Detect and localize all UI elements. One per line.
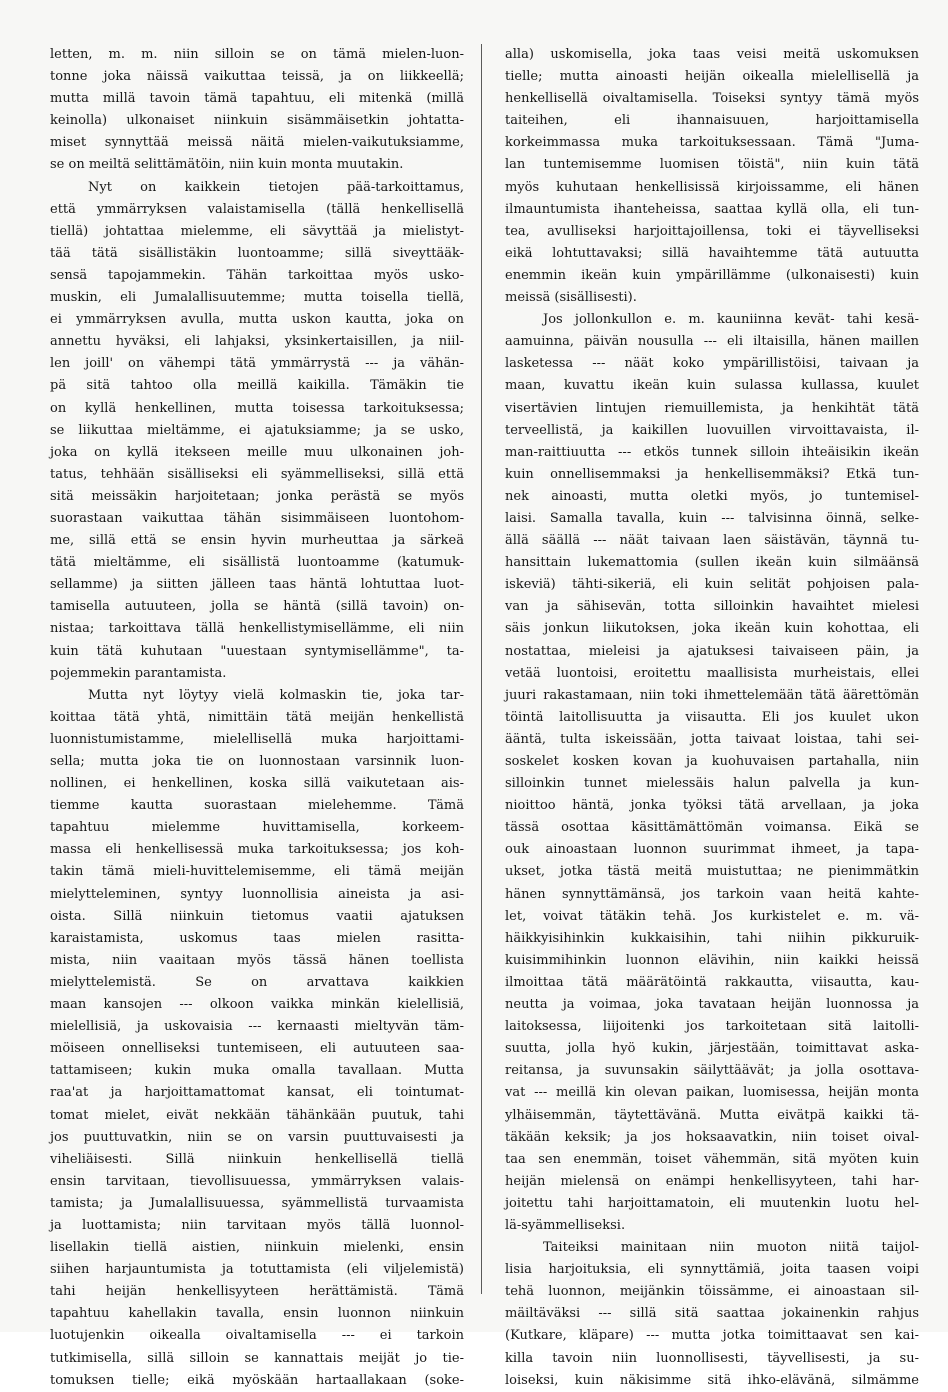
text-line: alla) uskomisella, joka taas veisi meitä uskomuksen bbox=[505, 47, 919, 62]
text-line: mielellisiä, ja uskovaisia --- kernaasti mieltyvän täm- bbox=[50, 1019, 464, 1035]
text-line: tiemme kautta suorastaan mielehemme. Tämä bbox=[50, 798, 464, 814]
text-line: laisi. Samalla tavalla, kuin --- talvisinna öinnä, selke- bbox=[505, 510, 919, 526]
text-line: keinolla) ulkonaiset niinkuin sisämmäisetkin johtatta- bbox=[50, 113, 464, 129]
text-line: tässä osottaa käsittämättömän voimansa. Eikä se bbox=[505, 820, 919, 836]
text-line: loiseksi, kuin näkisimme sitä ihko-elävänä, silmämme bbox=[505, 1372, 919, 1388]
text-line: terveellistä, ja kaikillen luovuillen virvoittavaista, il- bbox=[505, 422, 919, 438]
text-line: pojemmekin parantamista. bbox=[50, 665, 227, 681]
text-line: säis jonkun liikutoksen, joka ikeän kuin kohottaa, eli bbox=[505, 621, 919, 637]
text-line: ukset, jotka tästä meitä muistuttaa; ne pienimmätkin bbox=[505, 864, 919, 880]
text-line: aamuinna, päivän nousulla --- eli iltaisilla, hänen maillen bbox=[505, 334, 919, 350]
text-line: takin tämä mieli-huvittelemisemme, eli tämä meijän bbox=[50, 864, 464, 880]
text-line: maan, kuvattu ikeän kuin sulassa kullassa, kuulet bbox=[505, 378, 919, 394]
text-line: Mutta nyt löytyy vielä kolmaskin tie, joka tar- bbox=[88, 687, 464, 703]
text-line: että ymmärryksen valaistamisella (tällä henkellisellä bbox=[50, 201, 464, 217]
text-line: ei ymmärryksen avulla, mutta uskon kautta, joka on bbox=[50, 312, 464, 328]
text-line: van ja sähisevän, totta silloinkin havaihtet mielesi bbox=[505, 599, 919, 615]
text-line: tapahtuu kahellakin tavalla, ensin luonnon niinkuin bbox=[50, 1306, 464, 1322]
text-line: man-raittiuutta --- etkös tunnek silloin ihteäisikin ikeän bbox=[505, 444, 919, 460]
text-line: se liikuttaa mieltämme, ei ajatuksiamme; ja se usko, bbox=[50, 422, 464, 438]
text-line: ääntä, tulta iskeissään, jotta taivaat loistaa, tahi sei- bbox=[505, 731, 919, 747]
text-line: myös kuhutaan henkellisissä kirjoissamme, eli hänen bbox=[505, 179, 919, 195]
text-line: ilmauntumista ihanteheissa, saattaa kyllä olla, eli tun- bbox=[505, 201, 919, 217]
text-line: kuin onnellisemmaksi ja henkellisemmäksi? Etkä tun- bbox=[505, 466, 919, 482]
text-line: lisellakin tiellä aistien, niinkuin mielenki, ensin bbox=[50, 1240, 464, 1256]
text-line: tattamiseen; kukin muka omalla tavallaan. Mutta bbox=[50, 1063, 464, 1079]
text-line: eikä lohtuttavaksi; sillä havaihtemme tätä autuutta bbox=[505, 245, 919, 261]
text-line: raa'at ja harjoittamattomat kansat, eli tointumat- bbox=[50, 1085, 464, 1101]
text-line: taa sen enemmän, toiset vähemmän, sitä myöten kuin bbox=[505, 1151, 919, 1167]
text-line: sella; mutta joka tie on luonnostaan varsinnik luon- bbox=[50, 754, 464, 769]
text-line: vat --- meillä kin olevan paikan, luomisessa, heijän monta bbox=[505, 1085, 919, 1101]
text-line: iskeviä) tähti-sikeriä, eli kuin selität pohjoisen pala- bbox=[505, 577, 919, 593]
text-line: täkään keksik; ja jos hoksaavatkin, niin toiset oival- bbox=[505, 1129, 919, 1145]
text-line: nostattaa, mieleisi ja ajatuksesi taivaiseen päin, ja bbox=[505, 643, 919, 659]
text-line: möiseen onnelliseksi tuntemiseen, eli autuuteen saa- bbox=[50, 1041, 464, 1057]
text-line: nek ainoasti, mutta oletki myös, jo tuntemisel- bbox=[505, 488, 919, 504]
text-line: korkeimmassa muka tarkoituksessaan. Tämä "Juma- bbox=[505, 135, 919, 151]
text-line: hansittain lukemattomia (sullen ikeän kuin silmäänsä bbox=[505, 555, 919, 571]
text-line: nioittoo häntä, jonka työksi tätä arvellaan, ja joka bbox=[505, 798, 919, 814]
text-line: len joill' on vähempi tätä ymmärrystä --- ja vähän- bbox=[50, 356, 464, 372]
text-line: maan kansojen --- olkoon vaikka minkän kielellisiä, bbox=[50, 997, 464, 1013]
text-line: siihen harjauntumista ja totuttamista (eli viljelemistä) bbox=[50, 1262, 464, 1278]
text-line: heijän mielensä on enämpi henkellisyyteen, tahi har- bbox=[505, 1173, 919, 1189]
text-line: tahi heijän henkellisyyteen herättämistä. Tämä bbox=[50, 1284, 464, 1300]
text-line: laitoksessa, liijoitenki jos tarkoitetaan sitä laitolli- bbox=[505, 1019, 919, 1035]
text-line: tomuksen tielle; eikä myöskään hartaallakaan (soke- bbox=[50, 1372, 464, 1388]
text-line: suorastaan vaikuttaa tähän sisimmäiseen luontohom- bbox=[50, 510, 464, 526]
text-line: Taiteiksi mainitaan niin muoton niitä taijol- bbox=[543, 1240, 919, 1256]
column-divider bbox=[481, 44, 482, 1294]
text-line: pä sitä tahtoo olla meillä kaikilla. Tämäkin tie bbox=[50, 378, 464, 394]
text-line: kuin tätä kuhutaan "uuestaan syntymisellämme", ta- bbox=[50, 643, 464, 659]
text-line: massa eli henkellisessä muka tarkoituksessa; jos koh- bbox=[50, 842, 464, 858]
text-line: juuri rakastamaan, niin toki ihmettelemään tätä äärettömän bbox=[505, 687, 919, 703]
text-line: viheliäisesti. Sillä niinkuin henkellisellä tiellä bbox=[50, 1151, 464, 1167]
text-line: oista. Sillä niinkuin tietomus vaatii ajatuksen bbox=[50, 908, 464, 924]
text-line: lan tuntemisemme luomisen töistä", niin kuin tätä bbox=[505, 157, 919, 173]
left-text-column bbox=[50, 44, 464, 1392]
text-line: miset synnyttää meissä näitä mielen-vaikutuksiamme, bbox=[50, 135, 464, 151]
text-line: ällä säällä --- näät taivaan laen säistävän, täynnä tu- bbox=[505, 533, 919, 549]
text-line: vetää luontoisi, eroitettu maallisista murheistais, ellei bbox=[505, 665, 919, 681]
text-line: neutta ja voimaa, joka tavataan heijän luonnossa ja bbox=[505, 997, 919, 1013]
text-line: soskelet kosken kovan ja kuohuvaisen partahalla, niin bbox=[505, 754, 919, 769]
text-line: let, voivat tätäkin tehä. Jos kurkistelet e. m. vä- bbox=[505, 908, 919, 924]
text-line: annettu hyväksi, eli lahjaksi, yksinkertaisillen, ja niil- bbox=[50, 334, 464, 350]
text-line: hänen synnyttämänsä, jos tarkoin vaan heitä kahte- bbox=[505, 886, 919, 902]
text-line: tamisella autuuteen, jolla se häntä (sillä tavoin) on- bbox=[50, 599, 464, 615]
text-line: visertävien lintujen riemuillemista, ja henkihtät tätä bbox=[505, 400, 919, 416]
text-line: luotujenkin oikealla oivaltamisella --- ei tarkoin bbox=[50, 1328, 464, 1344]
text-line: lisia harjoituksia, eli synnyttämiä, joita taasen voipi bbox=[505, 1262, 919, 1278]
text-line: mutta millä tavoin tämä tapahtuu, eli mitenkä (millä bbox=[50, 91, 464, 107]
text-line: nistaa; tarkoittava tällä henkellistymisellämme, eli niin bbox=[50, 621, 464, 637]
text-line: tonne joka näissä vaikuttaa teissä, ja on liikkeellä; bbox=[50, 69, 464, 85]
text-line: on kyllä henkellinen, mutta toisessa tarkoituksessa; bbox=[50, 400, 464, 416]
text-line: joka on kyllä itekseen meille muu ulkonainen joh- bbox=[50, 444, 464, 460]
text-line: suutta, jolla hyö kukin, järjestään, toimittavat aska- bbox=[505, 1041, 919, 1057]
text-line: reitansa, ja suvunsakin säilyttäävät; ja jolla osottava- bbox=[505, 1063, 919, 1079]
right-text-column bbox=[505, 44, 919, 1392]
text-line: ouk ainoastaan luonnon suurimmat ihmeet, ja tapa- bbox=[505, 842, 919, 858]
text-line: töintä laitollisuutta ja viisautta. Eli jos kuulet ukon bbox=[505, 709, 919, 725]
text-line: mielytteleminen, syntyy luonnollisia aineista ja asi- bbox=[50, 886, 464, 902]
text-line: joitettu tahi harjoittamatoin, eli muutenkin luotu hel- bbox=[505, 1195, 919, 1211]
text-line: henkellisellä oivaltamisella. Toiseksi syntyy tämä myös bbox=[505, 91, 919, 107]
text-line: tatus, tehhään sisälliseksi eli syämmelliseksi, sillä että bbox=[50, 466, 464, 482]
text-line: se on meiltä selittämätöin, niin kuin monta muutakin. bbox=[50, 157, 404, 173]
text-line: tamista; ja Jumalallisuuessa, syämmellistä turvaamista bbox=[50, 1195, 464, 1211]
text-line: tää tätä sisällistäkin luontoamme; sillä siveyttääk- bbox=[50, 245, 464, 261]
text-line: ilmoittaa tätä määrätöintä rakkautta, viisautta, kau- bbox=[505, 974, 919, 990]
text-line: sensä tapojammekin. Tähän tarkoittaa myös usko- bbox=[50, 267, 464, 283]
text-line: tehä luonnon, meijänkin töissämme, ei ainoastaan sil- bbox=[505, 1284, 919, 1300]
text-line: lä-syämmelliseksi. bbox=[505, 1217, 626, 1233]
text-line: tielle; mutta ainoasti heijän oikealla mielellisellä ja bbox=[505, 69, 919, 85]
text-line: me, sillä että se ensin hyvin murheuttaa ja särkeä bbox=[50, 533, 464, 549]
text-line: sitä meissäkin harjoitetaan; jonka perästä se myös bbox=[50, 488, 464, 504]
text-line: mista, niin vaaitaan myös tässä hänen toellista bbox=[50, 952, 464, 968]
text-line: kuisimmihinkin luonnon elävihin, niin kaikki heissä bbox=[505, 952, 919, 968]
text-line: tätä mieltämme, eli sisällistä luontoamme (katumuk- bbox=[50, 555, 464, 571]
text-line: häikkyisihinkin kukkaisihin, tahi niihin pikkuruik- bbox=[505, 930, 919, 946]
text-line: koittaa tätä yhtä, nimittäin tätä meijän henkellistä bbox=[50, 709, 464, 725]
text-line: silloinkin tunnet mielessäis halun palvella ja kun- bbox=[505, 776, 919, 792]
text-line: lasketessa --- näät koko ympärillistöisi, taivaan ja bbox=[505, 356, 919, 372]
text-line: luonnistumistamme, mielellisellä muka harjoittami- bbox=[50, 731, 464, 747]
text-line: ylhäisemmän, täytettävänä. Mutta eivätpä kaikki tä- bbox=[505, 1107, 919, 1123]
text-line: letten, m. m. niin silloin se on tämä mielen-luon- bbox=[50, 47, 464, 62]
text-line: ensin tarvitaan, tievollisuuessa, ymmärryksen valais- bbox=[50, 1173, 464, 1189]
text-line: nollinen, ei henkellinen, koska sillä vaikutetaan ais- bbox=[50, 776, 464, 792]
text-line: tea, avulliseksi harjoittajoillensa, toki ei täyvelliseksi bbox=[505, 223, 919, 239]
text-line: killa tavoin niin luonnollisesti, täyvellisesti, ja su- bbox=[505, 1350, 919, 1366]
text-line: taiteihen, eli ihannaisuuen, harjoittamisella bbox=[505, 113, 919, 129]
text-line: tiellä) johtattaa mielemme, eli sävyttää ja mielistyt- bbox=[50, 223, 464, 239]
text-line: tomat mielet, eivät nekkään tähänkään puutuk, tahi bbox=[50, 1107, 464, 1123]
text-line: jos puuttuvatkin, niin se on varsin puuttuvaisesti ja bbox=[50, 1129, 464, 1145]
text-line: Nyt on kaikkein tietojen pää-tarkoittamus, bbox=[88, 179, 464, 195]
text-line: muskin, eli Jumalallisuutemme; mutta toisella tiellä, bbox=[50, 290, 464, 306]
text-line: tapahtuu mielemme huvittamisella, korkeem- bbox=[50, 820, 464, 836]
text-line: mäiltäväksi --- sillä sitä saattaa jokainenkin rahjus bbox=[505, 1306, 919, 1322]
text-line: sellamme) ja siitten jälleen taas häntä lohtuttaa luot- bbox=[50, 577, 464, 593]
text-line: (Kutkare, kläpare) --- mutta jotka toimittaavat sen kai- bbox=[505, 1328, 919, 1344]
text-line: ja luottamista; niin tarvitaan myös tällä luonnol- bbox=[50, 1217, 464, 1233]
text-line: meissä (sisällisesti). bbox=[505, 290, 637, 306]
text-line: enemmin ikeän kuin ympärillämme (ulkonaisesti) kuin bbox=[505, 267, 919, 283]
text-line: Jos jollonkullon e. m. kauniinna kevät- tahi kesä- bbox=[543, 312, 919, 328]
text-line: mielyttelemistä. Se on arvattava kaikkien bbox=[50, 974, 464, 990]
text-line: karaistamista, uskomus taas mielen rasitta- bbox=[50, 930, 464, 946]
text-line: tutkimisella, sillä silloin se kannattais meijät jo tie- bbox=[50, 1350, 464, 1366]
